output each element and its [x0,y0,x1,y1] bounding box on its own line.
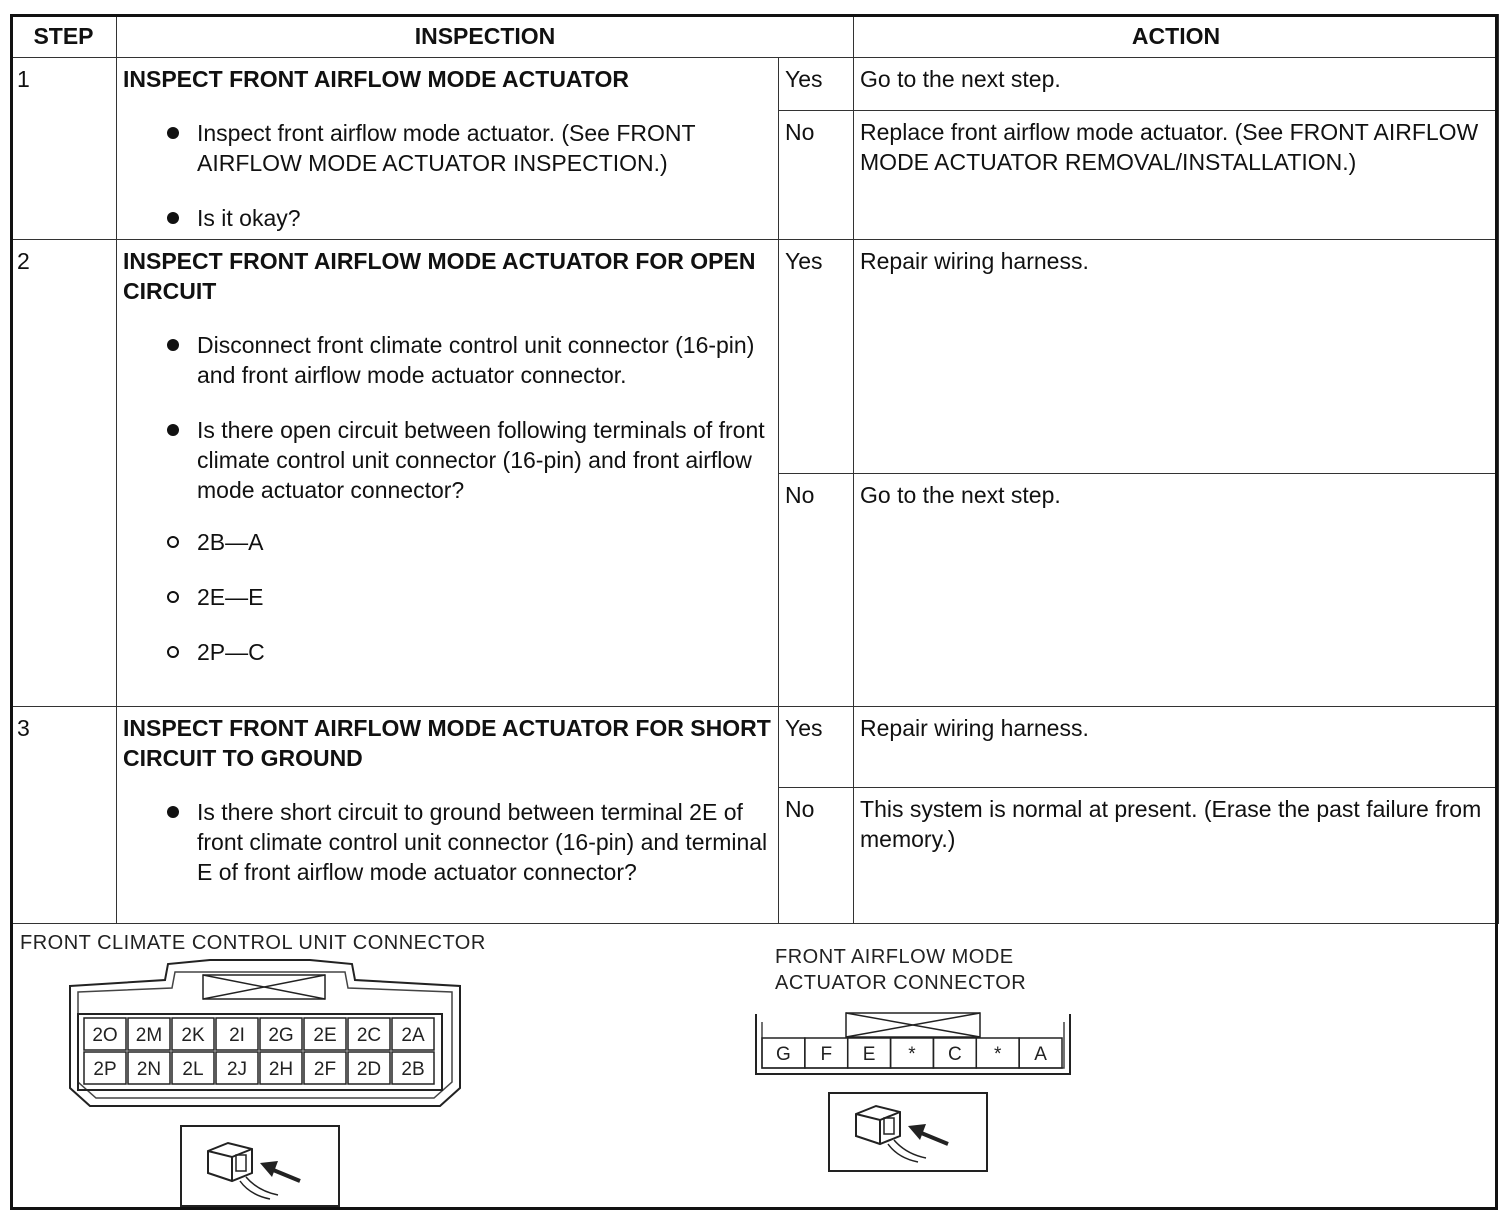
plug-view-icon [828,1092,988,1172]
climate-connector-diagram [60,958,470,1118]
yes-action: Go to the next step. [854,58,1499,111]
bullet: Is it okay? [197,203,772,233]
climate-pin: 2H [268,1059,294,1080]
climate-pin: 2K [181,1025,205,1046]
header-inspection: INSPECTION [117,15,854,58]
climate-pin: 2F [313,1059,337,1080]
climate-pin: 2D [356,1059,382,1080]
yes-label: Yes [779,240,854,474]
yes-action: Repair wiring harness. [854,240,1499,474]
bullet: Is there short circuit to ground between terminal 2E of front climate control unit connector (16-pin) and terminal E of front airflow mode actuator connector? [197,797,772,887]
yes-label: Yes [779,707,854,788]
climate-pin: 2J [226,1059,248,1080]
header-step: STEP [11,15,117,58]
step-title: INSPECT FRONT AIRFLOW MODE ACTUATOR FOR SHORT CIRCUIT TO GROUND [123,715,771,771]
sub-bullet: 2P—C [197,637,772,667]
actuator-pin: G [776,1044,791,1065]
step-title: INSPECT FRONT AIRFLOW MODE ACTUATOR FOR OPEN CIRCUIT [123,248,756,304]
no-action: This system is normal at present. (Erase the past failure from memory.) [854,788,1499,924]
climate-pin: 2P [93,1059,117,1080]
plug-view-icon [180,1125,340,1207]
actuator-pin: * [908,1044,916,1065]
climate-pin: 2A [401,1025,425,1046]
actuator-pin: F [820,1044,833,1065]
step-number: 3 [11,707,117,924]
actuator-connector-diagram [752,1008,1074,1080]
step-number: 1 [11,58,117,240]
climate-pin: 2E [313,1025,337,1046]
climate-connector-label: FRONT CLIMATE CONTROL UNIT CONNECTOR [20,932,486,954]
actuator-connector-label-2: ACTUATOR CONNECTOR [775,972,1027,994]
actuator-pin: A [1034,1044,1047,1065]
no-action: Go to the next step. [854,474,1499,707]
bullet: Inspect front airflow mode actuator. (See FRONT AIRFLOW MODE ACTUATOR INSPECTION.) [197,118,772,178]
no-action: Replace front airflow mode actuator. (See FRONT AIRFLOW MODE ACTUATOR REMOVAL/INSTALLATION.) [854,111,1499,240]
no-label: No [779,788,854,924]
actuator-connector-label-1: FRONT AIRFLOW MODE [775,946,1014,968]
sub-bullet: 2B—A [197,527,772,557]
bullet: Is there open circuit between following terminals of front climate control unit connector (16-pin) and front airflow mode actuator connector? [197,415,772,505]
climate-pin: 2L [182,1059,204,1080]
yes-action: Repair wiring harness. [854,707,1499,788]
no-label: No [779,474,854,707]
header-action: ACTION [854,15,1499,58]
step-title: INSPECT FRONT AIRFLOW MODE ACTUATOR [123,66,629,92]
no-label: No [779,111,854,240]
actuator-pin: C [947,1044,962,1065]
climate-pin: 2C [356,1025,382,1046]
climate-pin: 2M [135,1025,163,1046]
actuator-pin: E [862,1044,876,1065]
yes-label: Yes [779,58,854,111]
step-number: 2 [11,240,117,707]
climate-pin: 2I [229,1025,245,1046]
climate-pin: 2B [401,1059,425,1080]
sub-bullet: 2E—E [197,582,772,612]
climate-pin: 2O [92,1025,118,1046]
actuator-pin: * [994,1044,1002,1065]
bullet: Disconnect front climate control unit connector (16-pin) and front airflow mode actuator connector. [197,330,772,390]
climate-pin: 2N [136,1059,162,1080]
climate-pin: 2G [268,1025,294,1046]
